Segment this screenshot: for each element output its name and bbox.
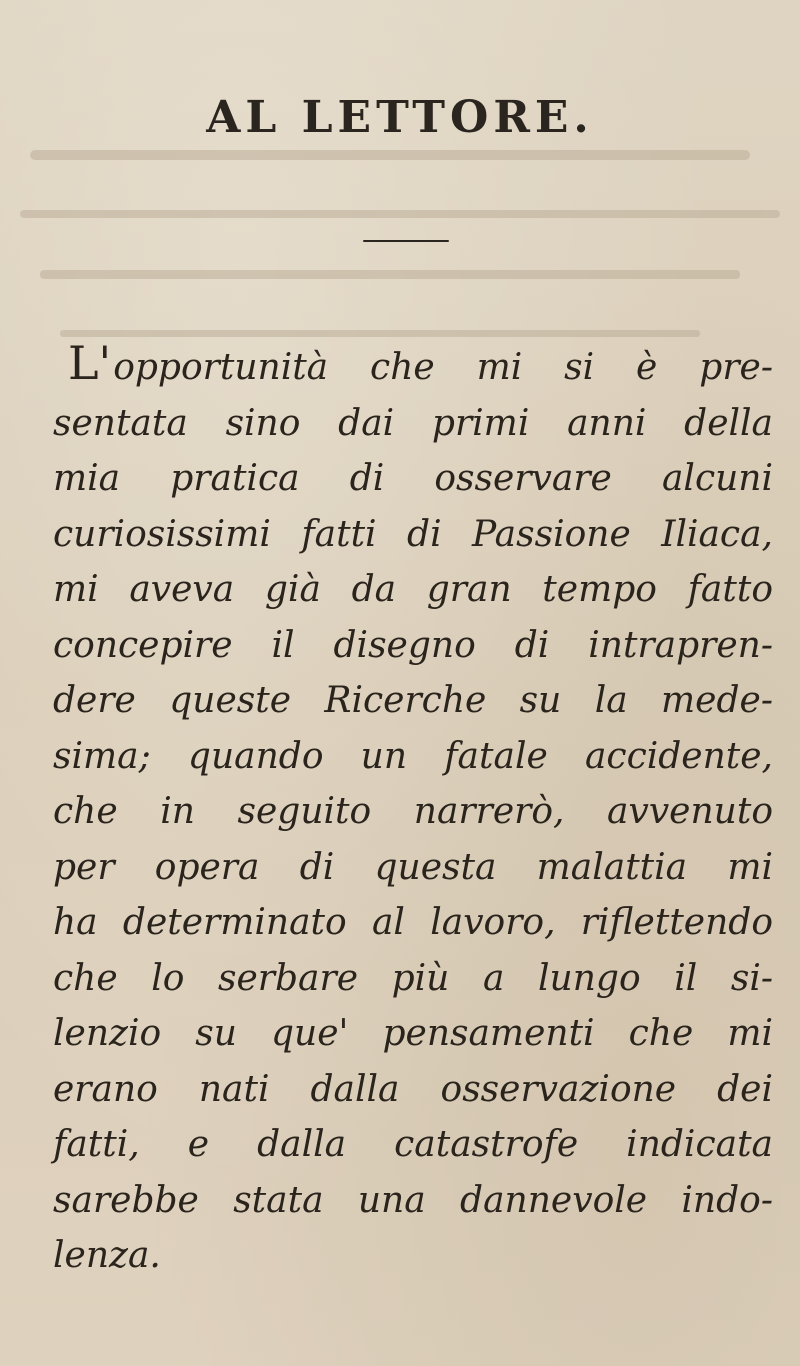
text-line: sarebbe stata una dannevole indo- (53, 1179, 773, 1221)
text-line: L'opportunità che mi si è pre- (68, 336, 773, 390)
text-line: mi aveva già da gran tempo fatto (53, 569, 773, 610)
text-line: che lo serbare più a lungo il si- (53, 957, 773, 999)
text-line: lenza. (53, 1235, 161, 1276)
text-line: sentata sino dai primi anni della (53, 402, 773, 444)
text-line: lenzio su que' pensamenti che mi (53, 1013, 773, 1054)
drop-cap: L' (68, 336, 112, 390)
text-line: concepire il disegno di intrapren- (53, 624, 773, 666)
text-line: curiosissimi fatti di Passione Iliaca, (53, 513, 773, 555)
text-line: ha determinato al lavoro, riflettendo (53, 902, 773, 943)
text-line: sima; quando un fatale accidente, (53, 735, 773, 777)
text-line: dere queste Ricerche su la mede- (53, 680, 773, 721)
text-line: mia pratica di osservare alcuni (53, 458, 773, 499)
page-heading: AL LETTORE. (206, 92, 594, 143)
text-line: che in seguito narrerò, avvenuto (53, 791, 773, 832)
text-line: per opera di questa malattia mi (53, 846, 773, 888)
text-line: erano nati dalla osservazione dei (53, 1068, 773, 1110)
body-paragraph (53, 336, 773, 1284)
heading-rule (363, 240, 449, 242)
text-line: fatti, e dalla catastrofe indicata (53, 1124, 773, 1165)
